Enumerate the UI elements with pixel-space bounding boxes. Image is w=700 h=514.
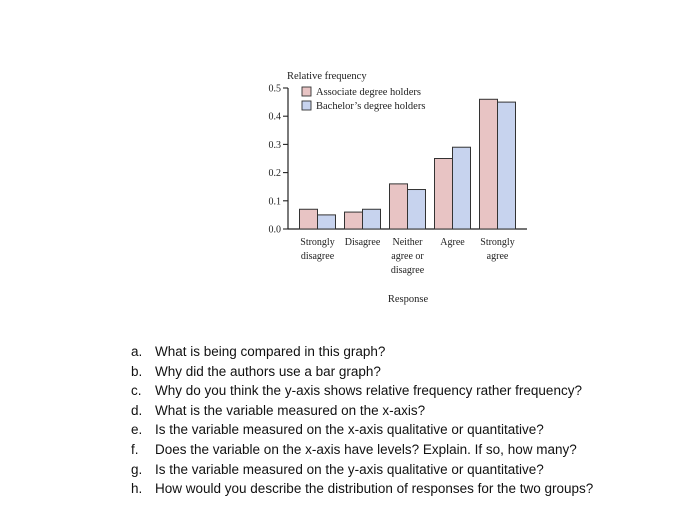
- bars-group: [300, 99, 516, 229]
- y-tick-label: 0.3: [268, 139, 281, 151]
- question-letter: h.: [131, 481, 143, 497]
- x-tick-label: disagree: [300, 251, 335, 262]
- question-item: [131, 381, 691, 401]
- x-tick-label: agree: [486, 251, 509, 262]
- question-letter: g.: [131, 461, 143, 477]
- y-axis-ticks: [269, 84, 289, 236]
- bar-bachelor-0: [318, 215, 336, 229]
- question-letter: d.: [131, 402, 143, 418]
- x-tick-label: Neither: [392, 237, 423, 248]
- bar-associate-3: [435, 159, 453, 230]
- x-tick-label: agree or: [391, 251, 424, 262]
- question-text: Is the variable measured on the y-axis qualitative or quantitative?: [155, 461, 544, 477]
- x-tick-label: disagree: [390, 265, 425, 276]
- question-letter: b.: [131, 363, 143, 379]
- y-axis-label: Relative frequency: [287, 71, 367, 82]
- y-tick-label: 0.4: [268, 111, 281, 123]
- question-item: [131, 342, 691, 362]
- x-axis-label: Response: [387, 294, 429, 305]
- chart-plot: [269, 84, 528, 277]
- question-item: [131, 479, 691, 499]
- question-item: [131, 420, 691, 440]
- question-item: [131, 401, 691, 421]
- bar-associate-2: [390, 184, 408, 229]
- question-text: Is the variable measured on the x-axis qualitative or quantitative?: [155, 422, 544, 438]
- x-tick-label: Strongly: [480, 237, 515, 248]
- question-letter: a.: [131, 344, 143, 359]
- question-text: What is being compared in this graph?: [155, 344, 386, 359]
- question-letter: e.: [131, 422, 143, 438]
- legend-label-bachelor: Bachelor’s degree holders: [316, 101, 426, 112]
- bar-bachelor-3: [453, 147, 471, 229]
- legend-label-associate: Associate degree holders: [316, 87, 421, 98]
- legend: [302, 87, 425, 112]
- x-tick-label: Strongly: [300, 237, 335, 248]
- x-tick-labels: [300, 237, 514, 276]
- question-text: Why do you think the y-axis shows relative frequency rather frequency?: [155, 383, 582, 399]
- x-tick-label: Disagree: [344, 237, 381, 248]
- bar-bachelor-4: [498, 102, 516, 229]
- question-item: [131, 460, 691, 480]
- question-item: [131, 362, 691, 382]
- question-text: How would you describe the distribution of responses for the two groups?: [155, 481, 594, 497]
- x-tick-label: Agree: [440, 237, 465, 248]
- question-text: Does the variable on the x-axis have levels? Explain. If so, how many?: [155, 441, 577, 457]
- bar-bachelor-2: [408, 190, 426, 229]
- question-text: What is the variable measured on the x-axis?: [155, 402, 426, 418]
- legend-swatch-associate: [302, 87, 311, 96]
- question-item: [131, 440, 691, 460]
- y-tick-label: 0.2: [268, 168, 281, 180]
- question-list: [131, 342, 691, 499]
- bar-associate-4: [480, 99, 498, 229]
- y-tick-label: 0.1: [268, 196, 281, 208]
- bar-bachelor-1: [363, 209, 381, 229]
- question-letter: c.: [131, 383, 142, 399]
- legend-swatch-bachelor: [302, 101, 311, 110]
- question-text: Why did the authors use a bar graph?: [155, 363, 381, 379]
- bar-associate-0: [300, 209, 318, 229]
- bar-associate-1: [345, 212, 363, 229]
- y-tick-label: 0.5: [268, 83, 281, 95]
- question-letter: f.: [131, 441, 139, 457]
- y-tick-label: 0.0: [268, 224, 281, 236]
